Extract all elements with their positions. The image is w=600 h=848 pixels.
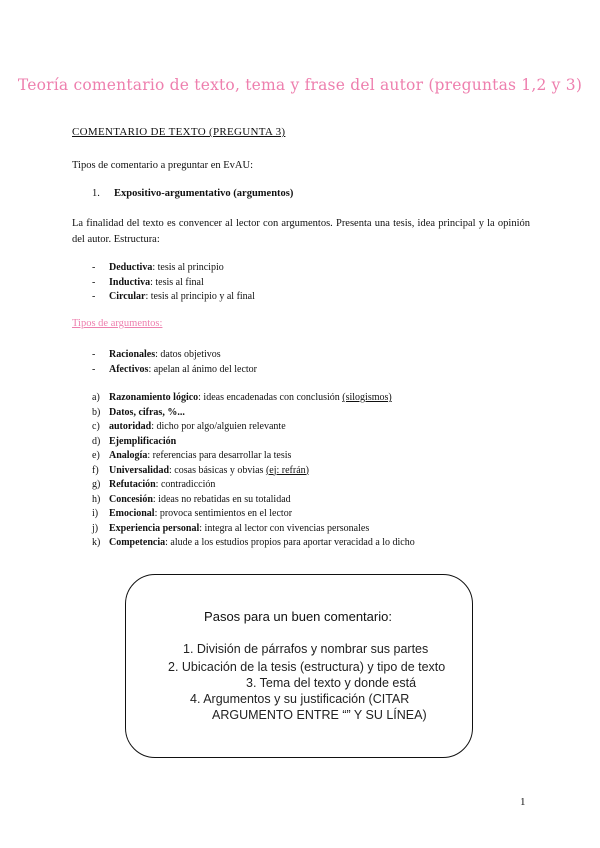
term: Emocional: [109, 508, 155, 519]
list-marker: d): [92, 435, 101, 447]
definition: : tesis al principio y al final: [145, 291, 255, 302]
definition: : dicho por algo/alguien relevante: [151, 421, 286, 432]
list-item: [92, 464, 415, 479]
term: Concesión: [109, 493, 153, 505]
argument-types-heading: Tipos de argumentos:: [72, 318, 163, 329]
list-item: [92, 363, 257, 378]
term: Universalidad: [109, 464, 170, 476]
list-item: [92, 348, 257, 363]
page-number: 1: [520, 796, 526, 808]
list-marker: h): [92, 493, 101, 505]
list-item: [92, 406, 415, 421]
term: Racionales: [109, 349, 156, 360]
steps-box-title: Pasos para un buen comentario:: [204, 609, 392, 624]
definition: : ideas encadenadas con conclusión: [198, 392, 343, 403]
list-item: [92, 507, 415, 522]
step-3: 3. Tema del texto y donde está: [246, 676, 417, 690]
term: Circular: [109, 291, 146, 302]
term: Ejemplificación: [109, 435, 177, 447]
list-marker: j): [92, 522, 99, 534]
list-item: [92, 478, 415, 493]
document-title: Teoría comentario de texto, tema y frase del autor (preguntas 1,2 y 3): [17, 76, 583, 94]
list-item: [92, 276, 255, 291]
term: Deductiva: [109, 262, 153, 273]
list-marker: f): [92, 464, 99, 476]
definition: : referencias para desarrollar la tesis: [147, 450, 292, 461]
numbered-item-1: [92, 186, 293, 202]
definition: : apelan al ánimo del lector: [148, 363, 258, 375]
list-item: [92, 420, 415, 435]
list-item: [92, 449, 415, 464]
term: Refutación: [109, 479, 156, 490]
list-marker: b): [92, 406, 101, 418]
underlined-note: (silogismos): [342, 392, 392, 403]
definition: : datos objetivos: [155, 349, 221, 360]
term: Datos, cifras, %...: [109, 406, 185, 418]
definition: : ideas no rebatidas en su totalidad: [152, 493, 291, 505]
numbered-item-marker: 1.: [92, 188, 100, 199]
list-marker: k): [92, 537, 101, 548]
term: Razonamiento lógico: [109, 392, 199, 403]
definition: : alude a los estudios propios para aportar veracidad a lo dicho: [165, 537, 415, 548]
section-heading: COMENTARIO DE TEXTO (PREGUNTA 3): [72, 126, 286, 138]
list-item: [92, 391, 415, 406]
list-item: [92, 536, 415, 551]
list-item: [92, 493, 415, 508]
intro-text: Tipos de comentario a preguntar en EvAU:: [72, 160, 253, 171]
definition: : integra al lector con vivencias personales: [199, 522, 370, 534]
term: Analogía: [109, 450, 148, 461]
list-item: [92, 290, 255, 305]
term: autoridad: [109, 421, 152, 432]
step-1: 1. División de párrafos y nombrar sus partes: [183, 642, 429, 656]
argument-kinds-list: [92, 348, 257, 377]
step-4: 4. Argumentos y su justificación (CITAR: [190, 692, 410, 706]
list-item: [92, 435, 415, 450]
body-paragraph: La finalidad del texto es convencer al lector con argumentos. Presenta una tesis, idea principal y la opinión del autor. Estructura:: [72, 218, 530, 245]
list-marker: a): [92, 392, 100, 403]
term: Afectivos: [109, 363, 149, 375]
list-marker: i): [92, 508, 99, 519]
list-marker: c): [92, 421, 100, 432]
argument-list: [92, 391, 415, 551]
term: Experiencia personal: [109, 522, 200, 534]
underlined-note: (ej: refrán): [265, 464, 309, 476]
term: Inductiva: [109, 276, 151, 288]
numbered-item-text: Expositivo-argumentativo (argumentos): [114, 188, 294, 199]
definition: : provoca sentimientos en el lector: [154, 508, 293, 519]
list-item: [92, 261, 255, 276]
step-4-continued: ARGUMENTO ENTRE “” Y SU LÍNEA): [212, 708, 427, 722]
list-item: [92, 522, 415, 537]
structure-list: [92, 261, 255, 305]
definition: : contradicción: [155, 479, 216, 490]
list-marker: e): [92, 450, 100, 461]
definition: : tesis al final: [150, 276, 204, 288]
definition: : tesis al principio: [152, 262, 224, 273]
definition: : cosas básicas y obvias: [169, 464, 266, 476]
list-marker: g): [92, 479, 101, 490]
step-2: 2. Ubicación de la tesis (estructura) y tipo de texto: [168, 660, 446, 674]
term: Competencia: [109, 537, 166, 548]
